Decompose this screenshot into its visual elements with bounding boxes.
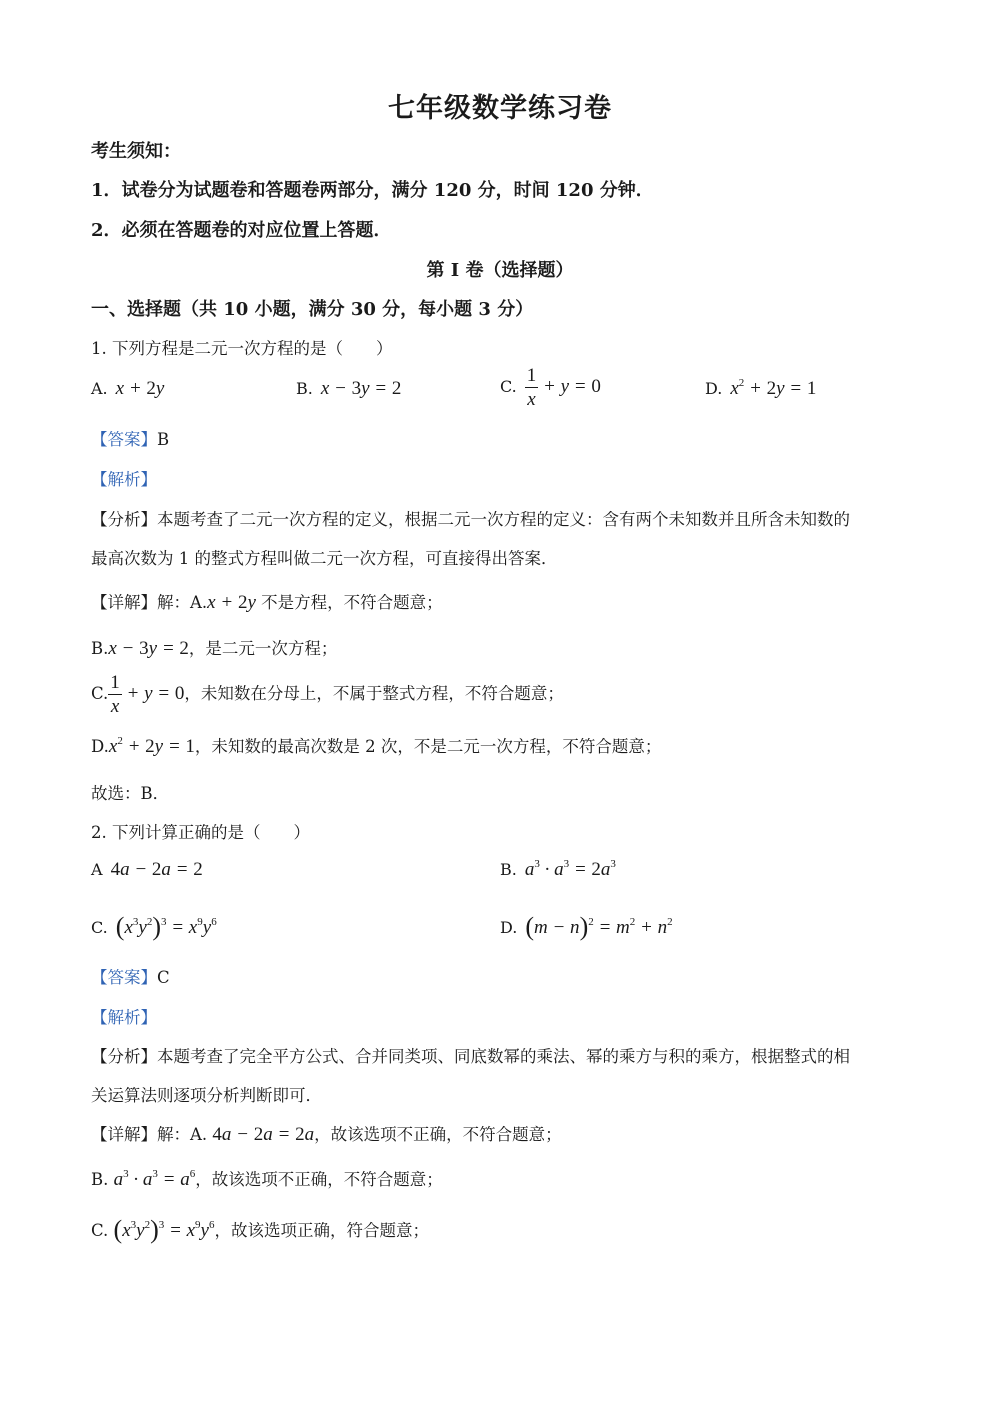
formula: $a^3 \cdot a^3 = a^6$ [113,1168,196,1190]
option-label: B. [296,379,313,398]
formula: $(x^3y^2)^3 = x^9y^6$ [115,912,217,941]
formula: x − 3y = 2 [320,378,402,399]
q1-analysis-line-1 [91,506,850,530]
notice-heading: 考生须知： [91,141,181,162]
detail-tag: 【详解】 [91,1125,157,1144]
q2-answer [91,964,170,988]
part-title: 一、选择题（共 10 小题，满分 30 分，每小题 3 分） [91,299,534,320]
formula: $\frac{1}{x}$ + y = 0 [526,365,601,410]
q1-detail-b [91,635,337,660]
formula: 4a − 2a = 2 [110,859,203,880]
q2-detail-a [91,1121,562,1146]
formula: $a^3 \cdot a^3 = 2a^3$ [524,858,616,880]
q2-option-a [91,859,203,881]
q2-analysis-line-1 [91,1043,850,1067]
q2-explain-tag: 【解析】 [91,1008,157,1027]
detail-prefix: B. [91,1170,114,1189]
section-title: 第 I 卷（选择题） [426,260,574,281]
detail-text: ，未知数的最高次数是 2 次，不是二元一次方程，不符合题意； [194,737,662,756]
detail-prefix: D. [91,737,109,756]
formula: x + 2y [207,592,256,613]
q1-option-d [705,378,816,400]
q2-option-d [500,912,673,942]
q1-analysis-line-2: 最高次数为 1 的整式方程叫做二元一次方程，可直接得出答案． [91,549,558,568]
option-label: C. [500,376,517,396]
q2-detail-b [91,1166,443,1191]
q1-detail-c [91,673,564,716]
q2-analysis-line-2: 关运算法则逐项分析判断即可． [91,1086,322,1105]
notice-item-1: 1．试卷分为试题卷和答题卷两部分，满分 120 分，时间 120 分钟． [91,180,654,201]
q1-conclusion: 故选：B． [91,784,170,803]
analysis-tag: 【分析】 [91,1047,157,1066]
answer-tag: 【答案】 [91,968,157,987]
q1-answer [91,426,169,450]
detail-text: ，未知数在分母上，不属于整式方程，不符合题意； [184,683,564,703]
formula: x − 3y = 2 [108,638,189,659]
detail-prefix: C. [91,1221,114,1240]
answer-value: C [157,968,170,987]
formula: $(x^3y^2)^3 = x^9y^6$ [113,1215,215,1244]
question-2-stem: 2. 下列计算正确的是（ ） [91,823,310,842]
detail-prefix: 解：A. [157,593,208,612]
formula: $\frac{1}{x}$ + y = 0 [110,672,185,717]
q1-option-c [500,366,601,409]
q2-option-b [500,859,616,881]
question-1-stem: 1. 下列方程是二元一次方程的是（ ） [91,339,393,358]
answer-value: B [157,430,170,449]
detail-prefix: C. [91,683,109,703]
notice-item-2: 2．必须在答题卷的对应位置上答题． [91,220,392,241]
detail-text: ，故该选项不正确，不符合题意； [195,1170,443,1189]
option-label: A [91,860,103,879]
q1-detail-a [91,589,443,614]
option-label: D. [705,379,723,398]
q1-detail-d [91,733,661,758]
option-label: A. [91,379,108,398]
q1-option-b [296,378,401,400]
analysis-tag: 【分析】 [91,510,157,529]
formula: x + 2y [115,378,165,399]
option-label: D. [500,918,518,937]
detail-text: ，故该选项不正确，不符合题意； [314,1125,562,1144]
formula: 4a − 2a = 2a [212,1124,315,1145]
option-label: B. [500,860,517,879]
detail-text: 不是方程，不符合题意； [255,593,443,612]
detail-text: ，故该选项正确，符合题意； [214,1221,429,1240]
detail-tag: 【详解】 [91,593,157,612]
q2-detail-c [91,1215,429,1245]
option-label: C. [91,918,108,937]
q1-option-a [91,378,164,400]
detail-prefix: B. [91,639,109,658]
q2-option-c [91,912,217,942]
answer-tag: 【答案】 [91,430,157,449]
formula: $(m - n)^2 = m^2 + n^2$ [525,912,673,941]
detail-text: ，是二元一次方程； [188,639,338,658]
analysis-text: 本题考查了完全平方公式、合并同类项、同底数幂的乘法、幂的乘方与积的乘方，根据整式的相 [157,1047,850,1066]
analysis-text: 本题考查了二元一次方程的定义，根据二元一次方程的定义：含有两个未知数并且所含未知数的 [157,510,850,529]
formula: $x^2 + 2y = 1$ [108,735,195,757]
page-title: 七年级数学练习卷 [388,93,612,124]
formula: $x^2 + 2y = 1$ [730,377,817,399]
q1-explain-tag: 【解析】 [91,470,157,489]
detail-prefix: 解：A. [157,1125,213,1144]
